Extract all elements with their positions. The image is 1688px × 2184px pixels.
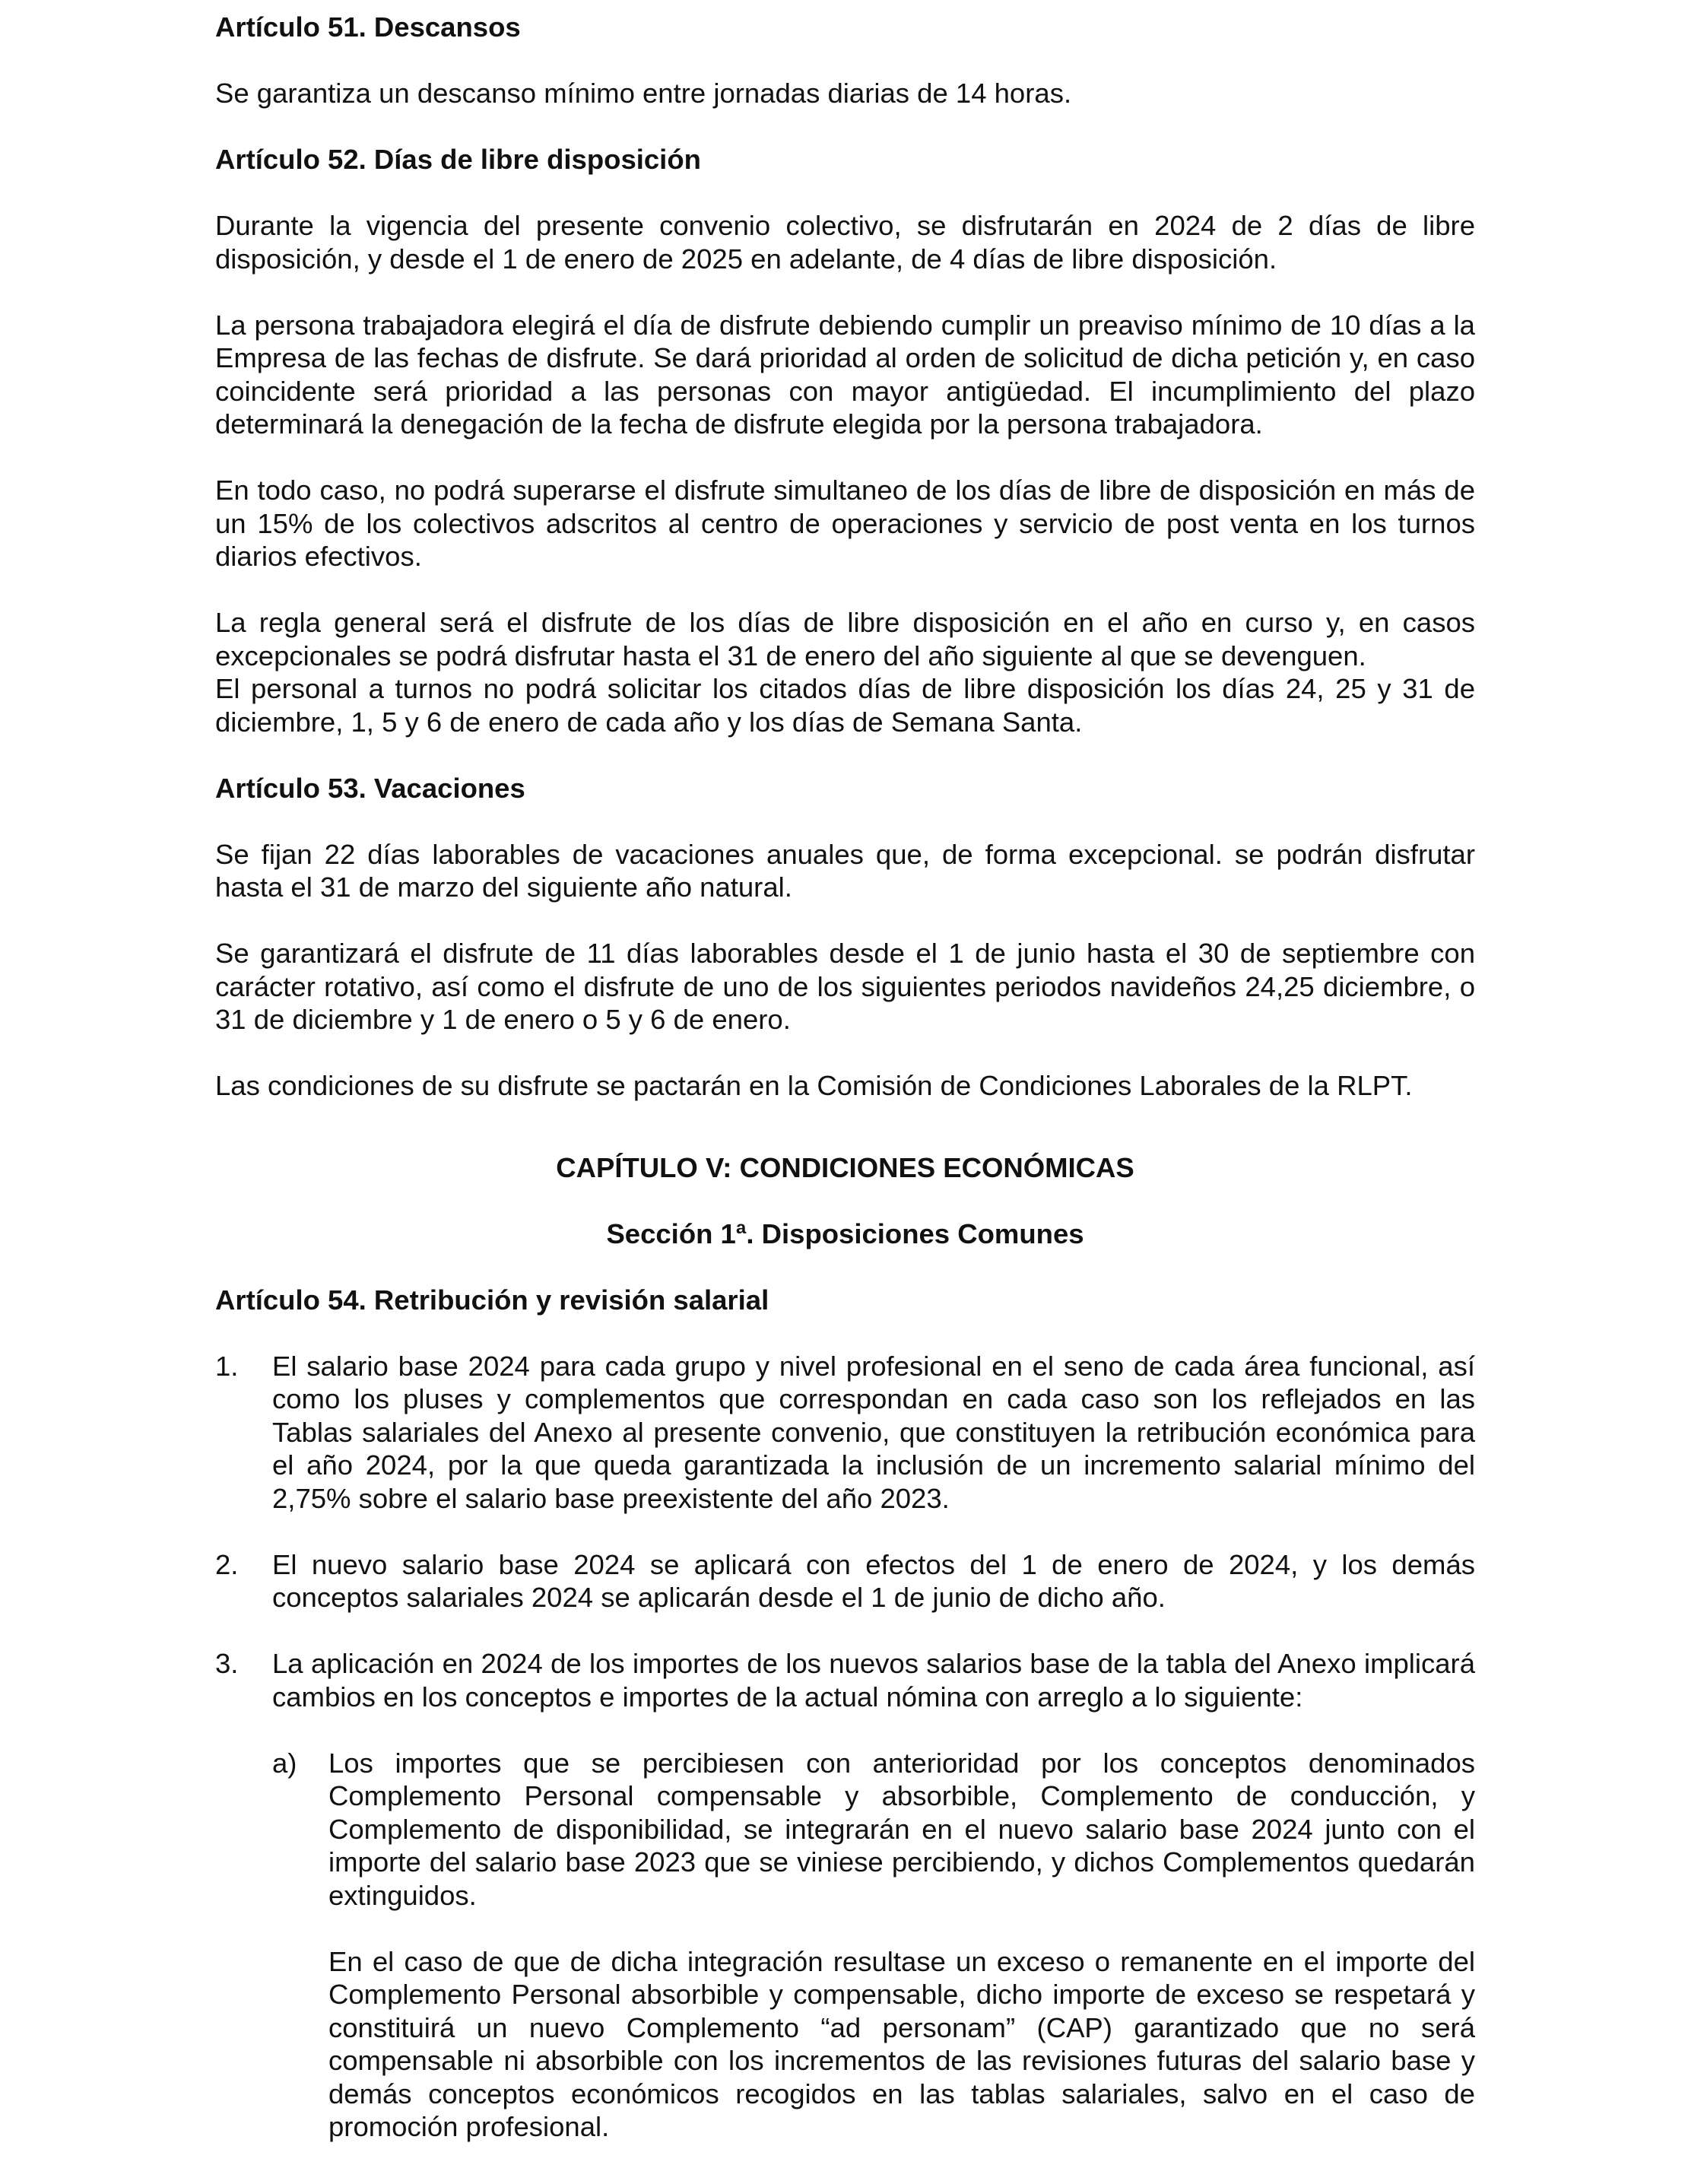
article-52-paragraph-2: La persona trabajadora elegirá el día de disfrute debiendo cumplir un preaviso mínimo de 10 días a la Empresa de las fechas de disfrute. Se dará prioridad al orden de solicitud de dicha petición y, en caso coincidente será prioridad a las personas con mayor antigüedad. El incumplimiento del plazo determinará la denegación de la fecha de disfrute elegida por la persona trabajadora. [215, 309, 1475, 440]
article-51-title: Artículo 51. Descansos [215, 11, 521, 43]
article-52-paragraph-5: El personal a turnos no podrá solicitar los citados días de libre disposición los días 24, 25 y 31 de diciembre, 1, 5 y 6 de enero de cada año y los días de Semana Santa. [215, 673, 1475, 738]
list-item-2 [215, 1548, 1475, 1614]
article-51-paragraph-1: Se garantiza un descanso mínimo entre jornadas diarias de 14 horas. [215, 78, 1072, 109]
sub-item-a [215, 1747, 1475, 1913]
article-53-paragraph-2: Se garantizará el disfrute de 11 días laborables desde el 1 de junio hasta el 30 de septiembre con carácter rotativo, así como el disfrute de uno de los siguientes periodos navideños 24,25 diciembre, o 31 de diciembre y 1 de enero o 5 y 6 de enero. [215, 938, 1475, 1035]
list-item-1 [215, 1350, 1475, 1516]
article-52-title: Artículo 52. Días de libre disposición [215, 144, 701, 175]
list-item-text: La aplicación en 2024 de los importes de los nuevos salarios base de la tabla del Anexo implicará cambios en los conceptos e importes de la actual nómina con arreglo a lo siguiente: [272, 1648, 1475, 1713]
sub-item-letter: a) [272, 1747, 297, 1779]
sub-item-a-paragraph-2: En el caso de que de dicha integración resultase un exceso o remanente en el importe del Complemento Personal absorbible y compensable, dicho importe de exceso se respetará y constituirá un nuevo Complemento “ad personam” (CAP) garantizado que no será compensable ni absorbible con los incrementos de las revisiones futuras del salario base y demás conceptos económicos recogidos en las tablas salariales, salvo en el caso de promoción profesional. [328, 1945, 1475, 2142]
list-item-text: El salario base 2024 para cada grupo y nivel profesional en el seno de cada área funcional, así como los pluses y complementos que correspondan en cada caso son los reflejados en las Tablas salariales del Anexo al presente convenio, que constituyen la retribución económica para el año 2024, por la que queda garantizada la inclusión de un incremento salarial mínimo del 2,75% sobre el salario base preexistente del año 2023. [272, 1350, 1475, 1514]
article-53-paragraph-1: Se fijan 22 días laborables de vacaciones anuales que, de forma excepcional. se podrán disfrutar hasta el 31 de marzo del siguiente año natural. [215, 838, 1475, 903]
article-52-paragraph-4: La regla general será el disfrute de los días de libre disposición en el año en curso y, en casos excepcionales se podrá disfrutar hasta el 31 de enero del año siguiente al que se devenguen. [215, 607, 1475, 671]
document-page [215, 11, 1475, 2176]
list-number: 1. [215, 1350, 239, 1382]
list-item-3 [215, 1647, 1475, 1713]
list-number: 3. [215, 1648, 239, 1679]
article-53-paragraph-3: Las condiciones de su disfrute se pactarán en la Comisión de Condiciones Laborales de la RLPT. [215, 1070, 1413, 1101]
article-52-paragraph-1: Durante la vigencia del presente convenio colectivo, se disfrutarán en 2024 de 2 días de libre disposición, y desde el 1 de enero de 2025 en adelante, de 4 días de libre disposición. [215, 210, 1475, 275]
section-title: Sección 1ª. Disposiciones Comunes [606, 1217, 1084, 1249]
list-number: 2. [215, 1548, 239, 1580]
chapter-title: CAPÍTULO V: CONDICIONES ECONÓMICAS [556, 1151, 1134, 1183]
sub-item-text: Los importes que se percibiesen con anterioridad por los conceptos denominados Complemento Personal compensable y absorbible, Complemento de conducción, y Complemento de disponibilidad, se integrarán en el nuevo salario base 2024 junto con el importe del salario base 2023 que se viniese percibiendo, y dichos Complementos quedarán extinguidos. [328, 1747, 1475, 1911]
article-52-paragraph-3: En todo caso, no podrá superarse el disfrute simultaneo de los días de libre de disposición en más de un 15% de los colectivos adscritos al centro de operaciones y servicio de post venta en los turnos diarios efectivos. [215, 475, 1475, 572]
article-53-title: Artículo 53. Vacaciones [215, 772, 525, 804]
list-item-text: El nuevo salario base 2024 se aplicará con efectos del 1 de enero de 2024, y los demás conceptos salariales 2024 se aplicarán desde el 1 de junio de dicho año. [272, 1548, 1475, 1613]
article-54-title: Artículo 54. Retribución y revisión salarial [215, 1284, 769, 1316]
